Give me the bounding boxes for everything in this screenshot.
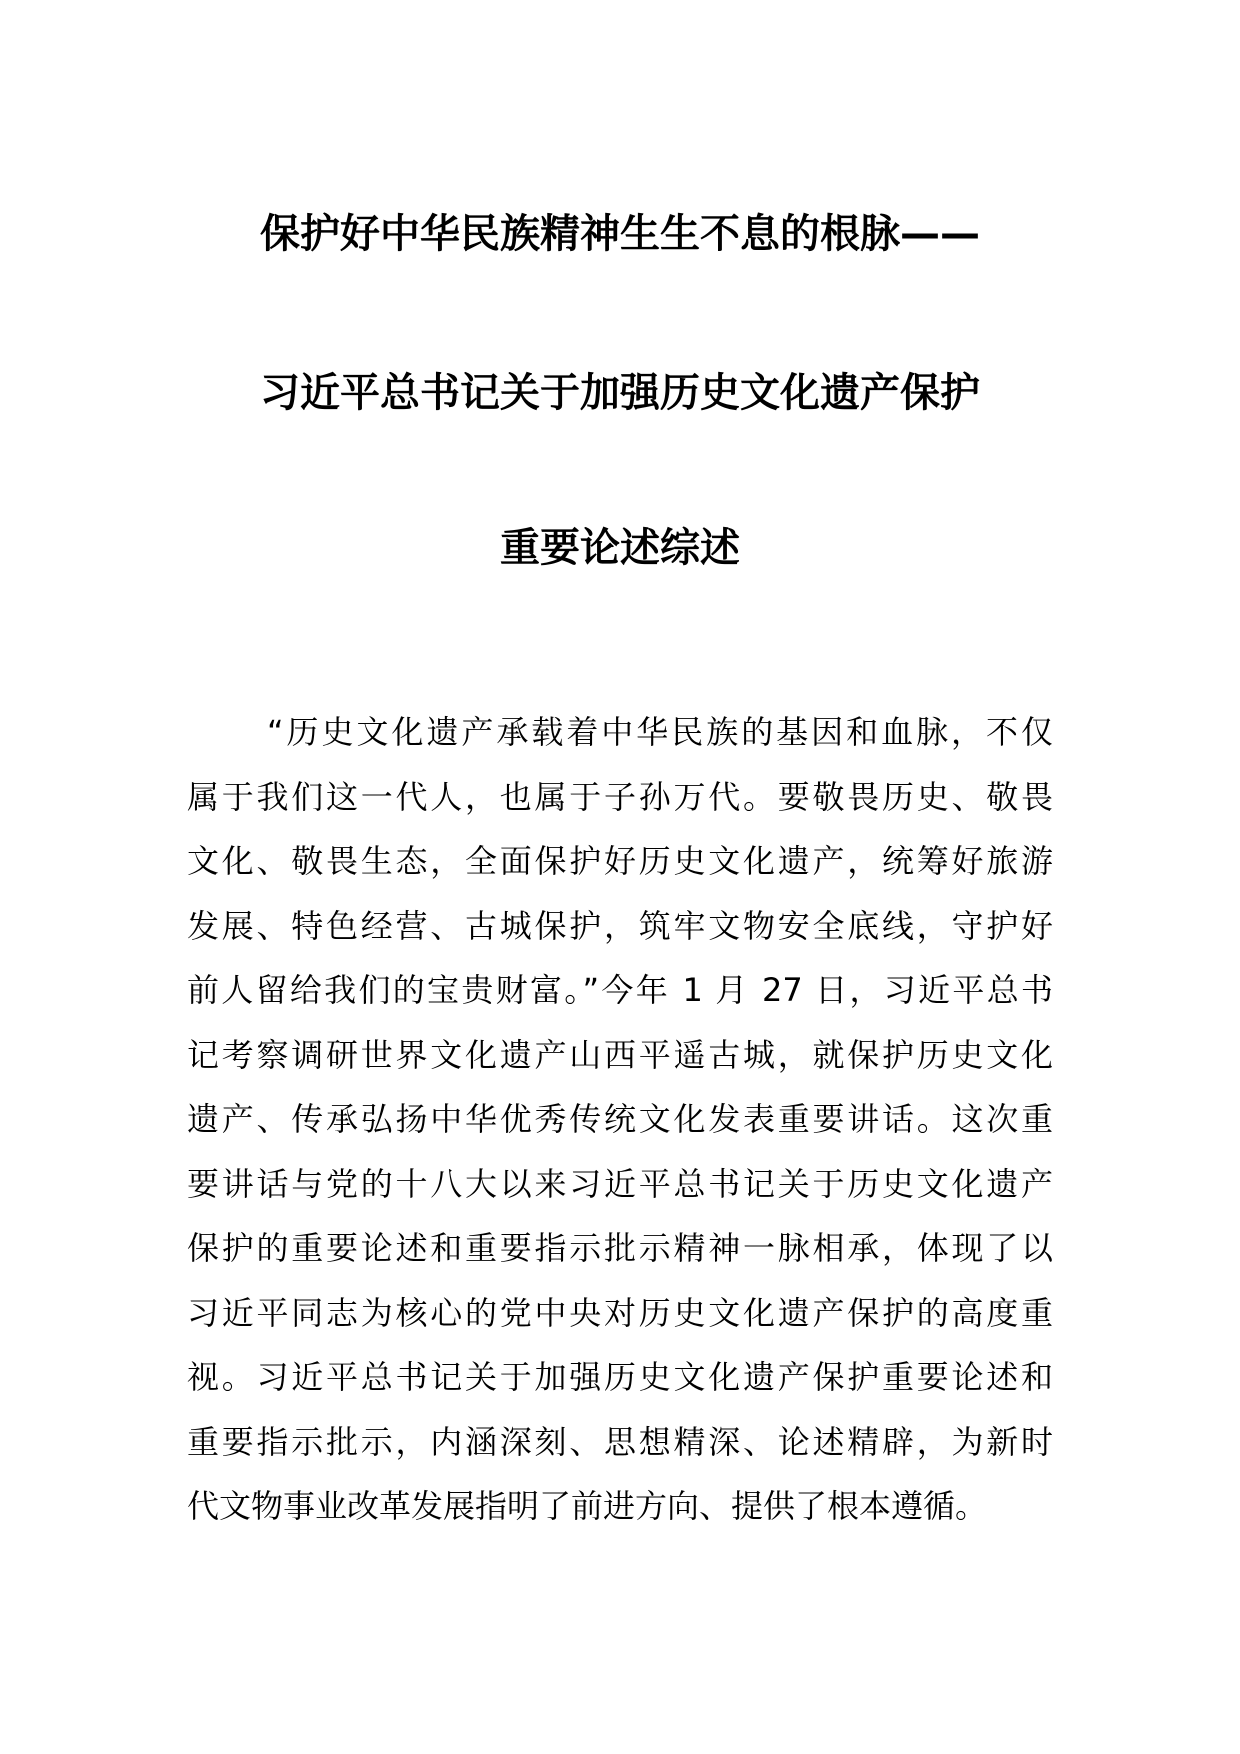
body-line: 属于我们这一代人，也属于子孙万代。要敬畏历史、敬畏 bbox=[187, 777, 1053, 816]
body-line: 记考察调研世界文化遗产山西平遥古城，就保护历史文化 bbox=[187, 1035, 1053, 1074]
title-line-1: 保护好中华民族精神生生不息的根脉—— bbox=[260, 211, 980, 257]
body-line: 重要指示批示，内涵深刻、思想精深、论述精辟，为新时 bbox=[187, 1422, 1053, 1461]
body-line: 遗产、传承弘扬中华优秀传统文化发表重要讲话。这次重 bbox=[187, 1100, 1053, 1138]
body-line: 保护的重要论述和重要指示批示精神一脉相承，体现了以 bbox=[187, 1229, 1053, 1267]
title-line-2: 习近平总书记关于加强历史文化遗产保护 bbox=[260, 370, 980, 416]
body-line: 代文物事业改革发展指明了前进方向、提供了根本遵循。 bbox=[187, 1487, 988, 1525]
body-line: 要讲话与党的十八大以来习近平总书记关于历史文化遗产 bbox=[187, 1164, 1053, 1203]
body-line: 习近平同志为核心的党中央对历史文化遗产保护的高度重 bbox=[187, 1293, 1053, 1332]
body-line: 视。习近平总书记关于加强历史文化遗产保护重要论述和 bbox=[187, 1358, 1053, 1396]
title-line-3: 重要论述综述 bbox=[500, 525, 740, 571]
body-line: 文化、敬畏生态，全面保护好历史文化遗产，统筹好旅游 bbox=[187, 842, 1053, 880]
body-line: 前人留给我们的宝贵财富。”今年 1 月 27 日，习近平总书 bbox=[187, 971, 1053, 1009]
body-line: “历史文化遗产承载着中华民族的基因和血脉，不仅 bbox=[267, 713, 1053, 751]
body-paragraph bbox=[187, 700, 1053, 1539]
body-line: 发展、特色经营、古城保护，筑牢文物安全底线，守护好 bbox=[187, 906, 1053, 945]
